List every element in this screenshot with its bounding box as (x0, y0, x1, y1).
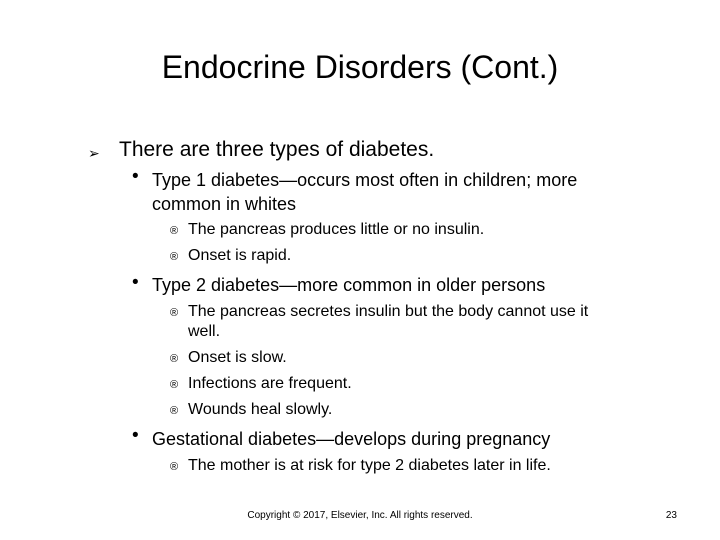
registered-bullet-icon: ® (170, 353, 179, 365)
gestational-heading: Gestational diabetes—develops during pregnancy (152, 429, 551, 449)
registered-bullet-icon: ® (170, 225, 179, 237)
registered-bullet-icon: ® (170, 307, 179, 319)
type1-heading-continued: common in whites (152, 194, 297, 214)
gestational-detail: The mother is at risk for type 2 diabetes later in life. (188, 457, 551, 474)
type2-detail: The pancreas secretes insulin but the body cannot use it (188, 303, 589, 320)
main-point: There are three types of diabetes. (119, 138, 435, 161)
registered-bullet-icon: ® (170, 251, 179, 263)
type2-detail: Onset is slow. (188, 349, 287, 366)
copyright-notice: Copyright © 2017, Elsevier, Inc. All rights reserved. (247, 510, 473, 521)
registered-bullet-icon: ® (170, 379, 179, 391)
type2-detail: Wounds heal slowly. (188, 401, 333, 418)
registered-bullet-icon: ® (170, 461, 179, 473)
page-number: 23 (665, 510, 677, 521)
dot-bullet-icon: • (132, 272, 139, 293)
footer (0, 508, 720, 524)
arrow-bullet-icon: ➢ (88, 145, 100, 161)
dot-bullet-icon: • (132, 166, 139, 187)
dot-bullet-icon: • (132, 425, 139, 446)
type1-detail: The pancreas produces little or no insulin. (188, 221, 485, 238)
type2-detail-continued: well. (188, 323, 221, 340)
registered-bullet-icon: ® (170, 405, 179, 417)
type2-heading: Type 2 diabetes—more common in older persons (152, 275, 546, 295)
slide-title: Endocrine Disorders (Cont.) (161, 49, 559, 85)
type1-heading: Type 1 diabetes—occurs most often in children; more (152, 170, 578, 190)
type1-detail: Onset is rapid. (188, 247, 292, 264)
type2-detail: Infections are frequent. (188, 375, 352, 392)
